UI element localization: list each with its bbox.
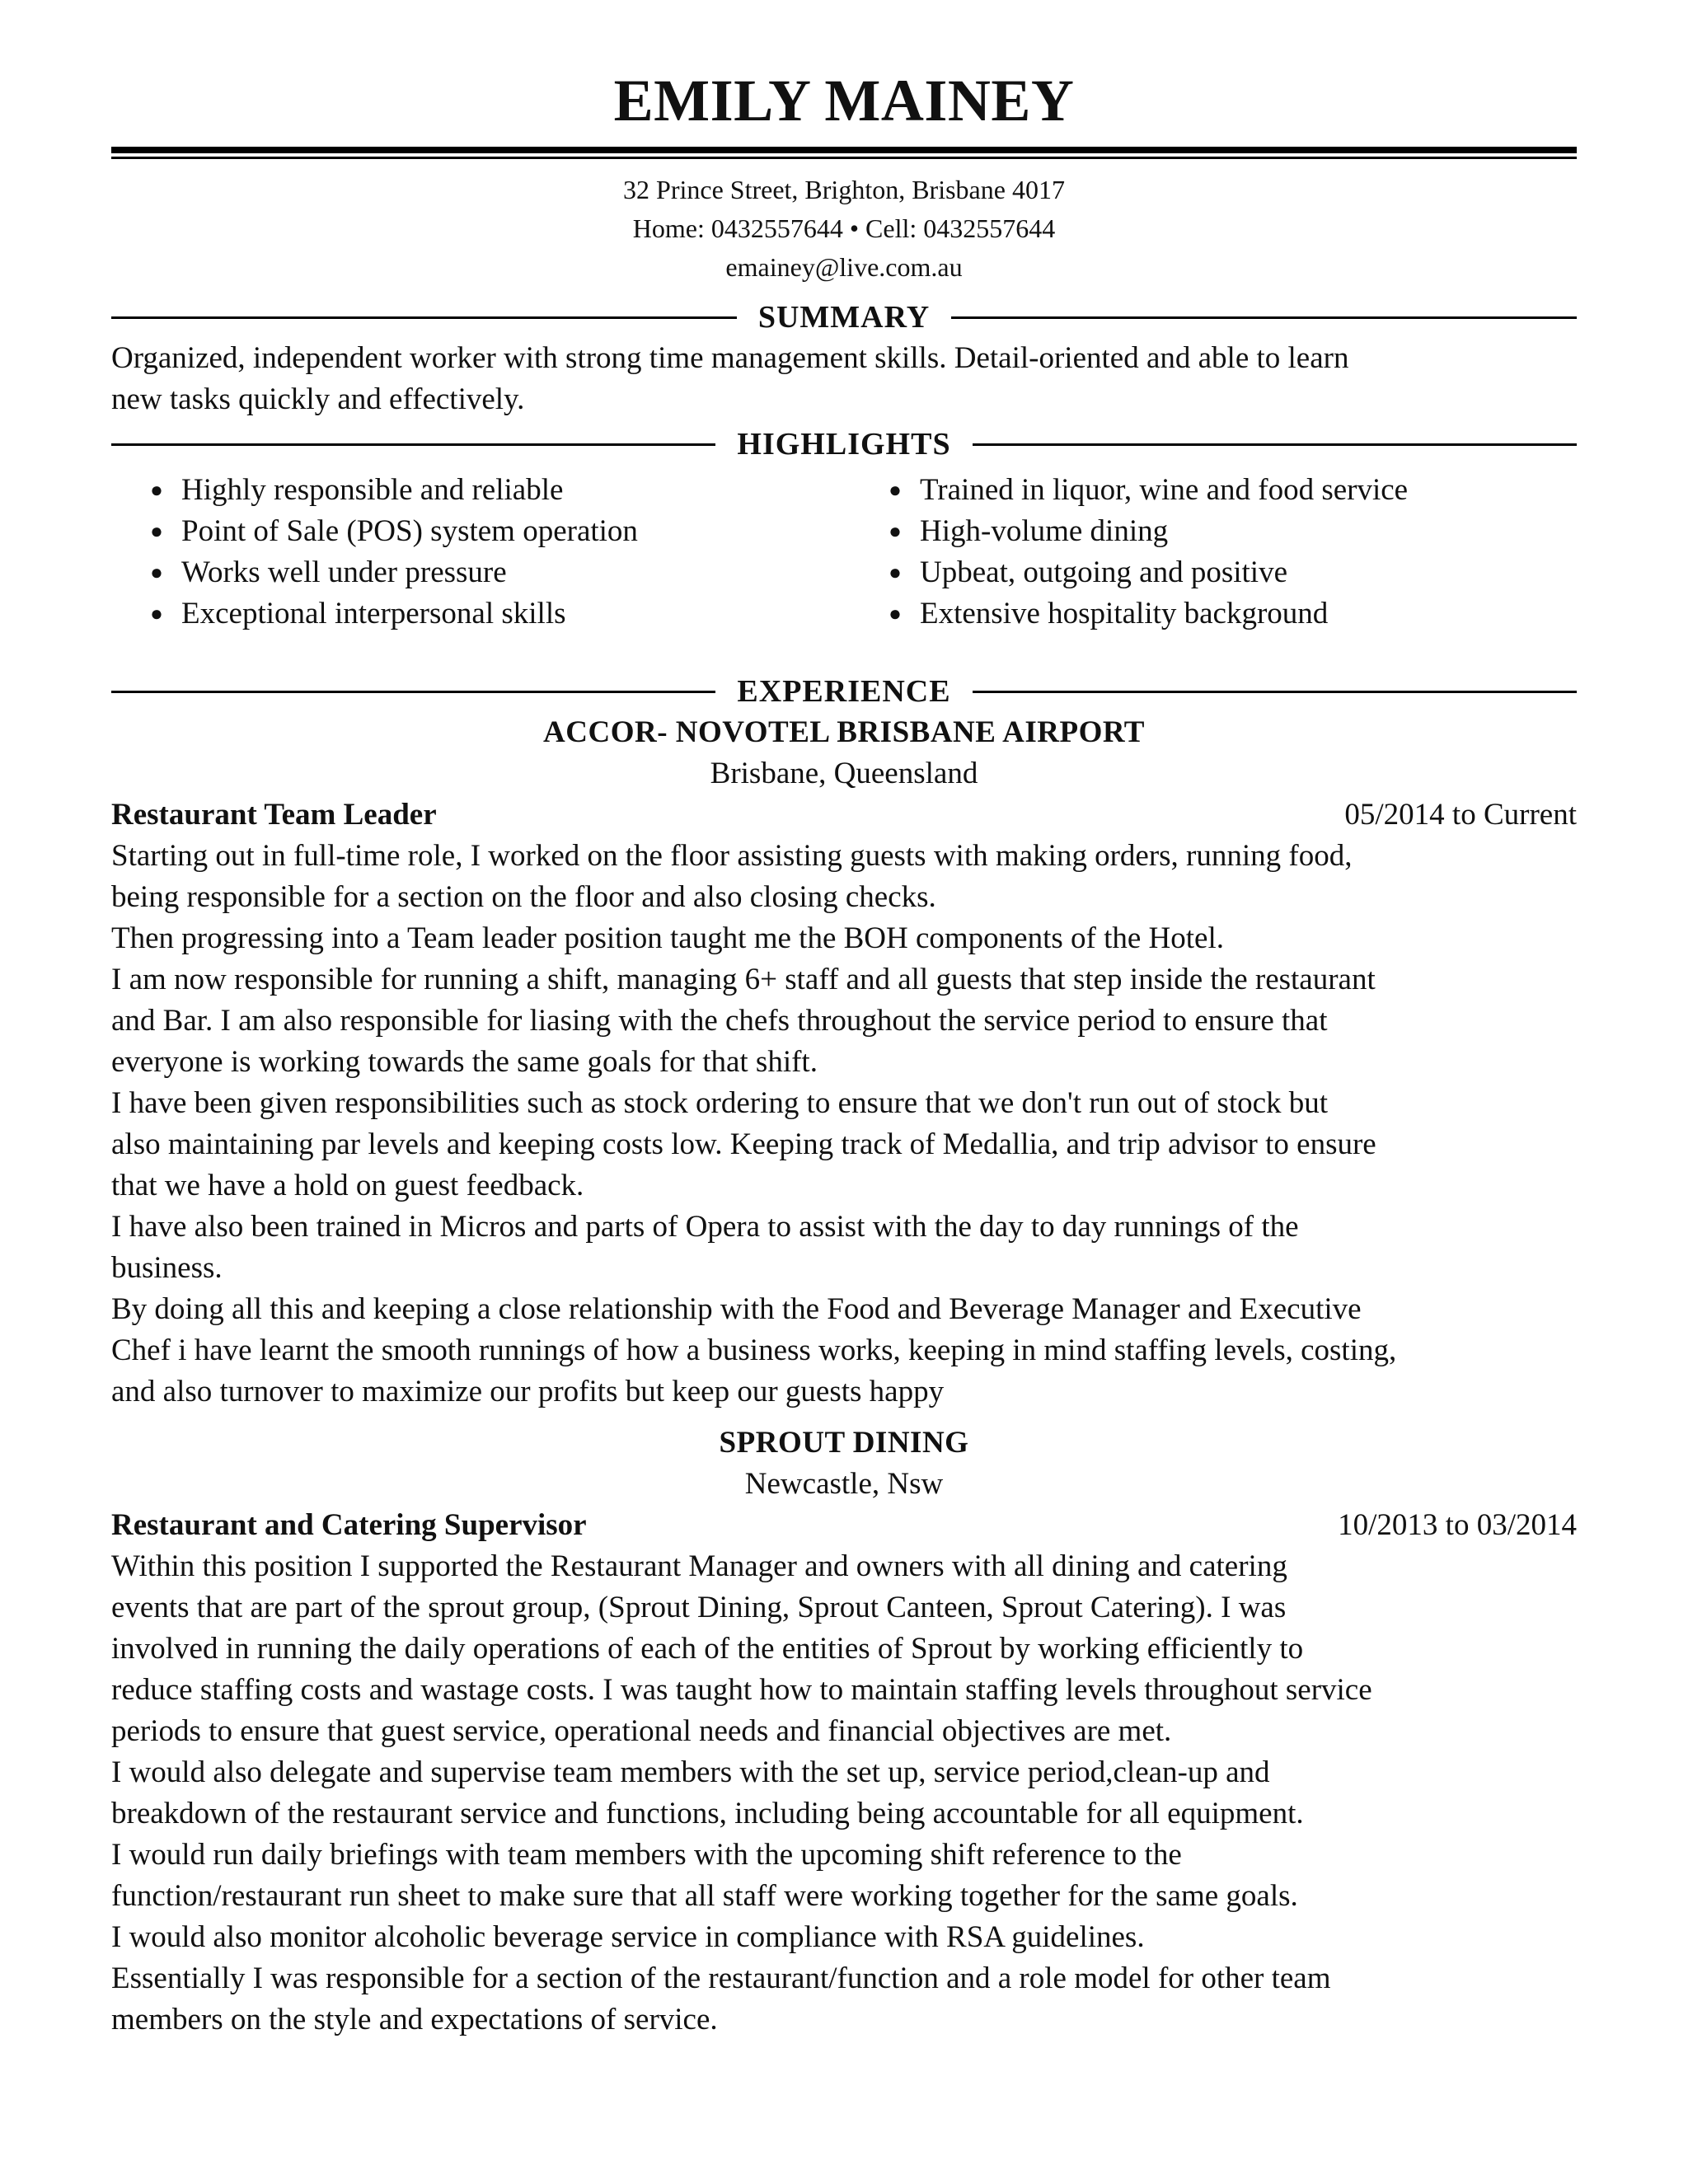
- header-rule-thick: [111, 147, 1577, 153]
- experience-heading: [111, 671, 1577, 712]
- job-dates: 10/2013 to 03/2014: [1338, 1508, 1577, 1542]
- highlights-left-column: [111, 470, 828, 635]
- divider-line: [111, 316, 737, 319]
- job-description-line: and Bar. I am also responsible for liasing with the chefs throughout the service period to ensure that: [111, 1004, 1328, 1038]
- email: emainey@live.com.au: [725, 252, 963, 282]
- job-description-line: I have been given responsibilities such as stock ordering to ensure that we don't run out of stock but: [111, 1086, 1329, 1120]
- job-title: Restaurant Team Leader: [111, 798, 437, 832]
- phone-numbers: Home: 0432557644 • Cell: 0432557644: [632, 213, 1056, 243]
- divider-line: [111, 443, 715, 446]
- job-description-line: periods to ensure that guest service, operational needs and financial objectives are met.: [111, 1714, 1172, 1748]
- bullet-icon: ●: [150, 602, 163, 626]
- job-description-line: and also turnover to maximize our profits but keep our guests happy: [111, 1375, 945, 1408]
- bullet-icon: ●: [150, 478, 163, 502]
- job-dates: 05/2014 to Current: [1344, 798, 1577, 832]
- job-description-line: Chef i have learnt the smooth runnings of how a business works, keeping in mind staffing levels, costing,: [111, 1333, 1397, 1367]
- highlights-list: [111, 470, 1577, 635]
- summary-text: [111, 338, 1577, 420]
- job-description-line: being responsible for a section on the floor and also closing checks.: [111, 880, 936, 914]
- job-description: [111, 836, 1577, 1413]
- bullet-icon: ●: [889, 519, 902, 543]
- job-title-row: [111, 1505, 1577, 1546]
- job-description-line: breakdown of the restaurant service and functions, including being accountable for all equipment.: [111, 1797, 1304, 1830]
- job-title: Restaurant and Catering Supervisor: [111, 1508, 587, 1542]
- highlight-item: [860, 511, 1577, 552]
- job-description-line: function/restaurant run sheet to make sure that all staff were working together for the same goals.: [111, 1879, 1298, 1913]
- address: 32 Prince Street, Brighton, Brisbane 4017: [623, 175, 1065, 204]
- highlight-text: Highly responsible and reliable: [181, 473, 564, 507]
- highlight-text: Point of Sale (POS) system operation: [181, 514, 638, 548]
- job-description-line: I would run daily briefings with team members with the upcoming shift reference to the: [111, 1838, 1182, 1872]
- highlight-text: High-volume dining: [920, 514, 1169, 548]
- job-description-line: I have also been trained in Micros and parts of Opera to assist with the day to day runnings of the: [111, 1210, 1299, 1244]
- job-description-line: I am now responsible for running a shift, managing 6+ staff and all guests that step inside the restaurant: [111, 963, 1376, 996]
- job-entry: [111, 1422, 1577, 2041]
- highlight-text: Exceptional interpersonal skills: [181, 597, 566, 630]
- divider-line: [973, 443, 1577, 446]
- job-description-line: Essentially I was responsible for a section of the restaurant/function and a role model for other team: [111, 1961, 1331, 1995]
- highlight-text: Works well under pressure: [181, 555, 507, 589]
- job-description-line: members on the style and expectations of service.: [111, 2003, 718, 2036]
- highlight-text: Trained in liquor, wine and food service: [920, 473, 1409, 507]
- employer-location: Brisbane, Queensland: [710, 757, 978, 790]
- bullet-icon: ●: [889, 478, 902, 502]
- job-description-line: business.: [111, 1251, 223, 1285]
- candidate-name: EMILY MAINEY: [613, 68, 1075, 134]
- summary-heading-label: SUMMARY: [757, 300, 931, 335]
- job-description-line: reduce staffing costs and wastage costs. I was taught how to maintain staffing levels throughout service: [111, 1673, 1372, 1707]
- highlight-item: [111, 593, 828, 635]
- bullet-icon: ●: [150, 560, 163, 584]
- divider-line: [951, 316, 1577, 319]
- employer-name: ACCOR- NOVOTEL BRISBANE AIRPORT: [543, 715, 1145, 749]
- job-description-line: Then progressing into a Team leader position taught me the BOH components of the Hotel.: [111, 921, 1225, 955]
- job-description-line: Within this position I supported the Restaurant Manager and owners with all dining and catering: [111, 1549, 1287, 1583]
- highlight-item: [860, 593, 1577, 635]
- bullet-icon: ●: [889, 602, 902, 626]
- job-entry: [111, 712, 1577, 1413]
- highlights-right-column: [860, 470, 1577, 635]
- highlight-item: [111, 470, 828, 511]
- job-description-line: everyone is working towards the same goals for that shift.: [111, 1045, 818, 1079]
- job-description-line: also maintaining par levels and keeping costs low. Keeping track of Medallia, and trip advisor to ensure: [111, 1127, 1376, 1161]
- job-description: [111, 1546, 1577, 2041]
- job-description-line: involved in running the daily operations of each of the entities of Sprout by working efficiently to: [111, 1632, 1304, 1666]
- highlight-item: [860, 470, 1577, 511]
- job-description-line: Starting out in full-time role, I worked on the floor assisting guests with making orders, running food,: [111, 839, 1353, 873]
- header-rule-thin: [111, 157, 1577, 159]
- summary-line: new tasks quickly and effectively.: [111, 382, 525, 416]
- contact-block: [111, 171, 1577, 287]
- divider-line: [973, 691, 1577, 693]
- highlight-text: Upbeat, outgoing and positive: [920, 555, 1287, 589]
- job-description-line: I would also monitor alcoholic beverage service in compliance with RSA guidelines.: [111, 1920, 1145, 1954]
- job-description-line: that we have a hold on guest feedback.: [111, 1169, 584, 1202]
- job-title-row: [111, 794, 1577, 836]
- highlight-item: [111, 552, 828, 593]
- summary-line: Organized, independent worker with strong time management skills. Detail-oriented and able to learn: [111, 341, 1349, 375]
- resume-page: [111, 0, 1577, 2041]
- highlight-text: Extensive hospitality background: [920, 597, 1329, 630]
- job-description-line: By doing all this and keeping a close relationship with the Food and Beverage Manager and Executive: [111, 1292, 1362, 1326]
- highlights-heading: [111, 424, 1577, 465]
- bullet-icon: ●: [889, 560, 902, 584]
- job-description-line: events that are part of the sprout group, (Sprout Dining, Sprout Canteen, Sprout Catering). I was: [111, 1591, 1287, 1624]
- employer-location: Newcastle, Nsw: [744, 1467, 944, 1501]
- bullet-icon: ●: [150, 519, 163, 543]
- experience-heading-label: EXPERIENCE: [737, 674, 951, 709]
- employer-name: SPROUT DINING: [719, 1426, 969, 1460]
- highlight-item: [860, 552, 1577, 593]
- highlight-item: [111, 511, 828, 552]
- highlights-heading-label: HIGHLIGHTS: [737, 427, 951, 462]
- divider-line: [111, 691, 715, 693]
- summary-heading: [111, 297, 1577, 338]
- job-description-line: I would also delegate and supervise team members with the set up, service period,clean-up and: [111, 1755, 1270, 1789]
